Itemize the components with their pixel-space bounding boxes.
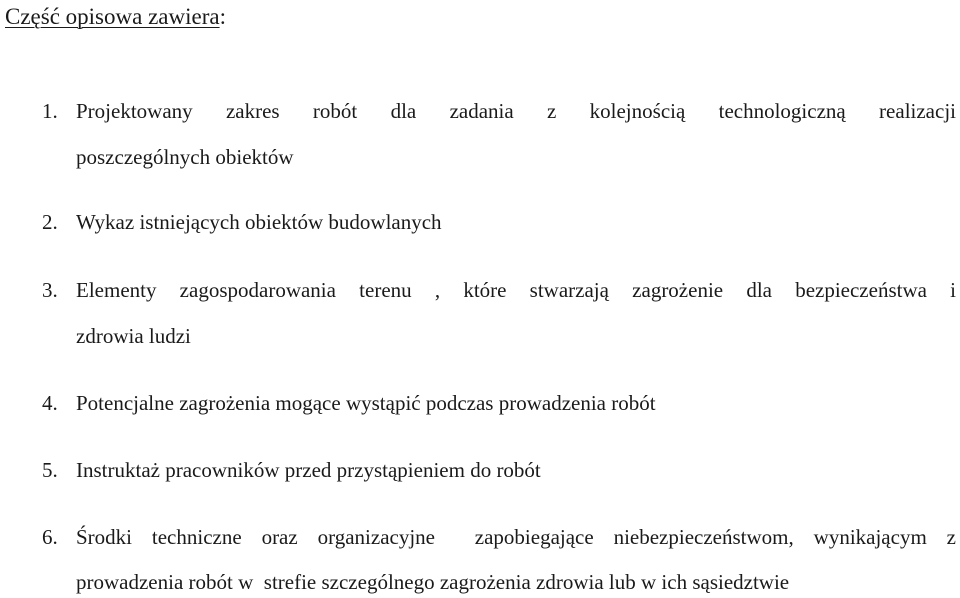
item-6-text-line-1: Środki techniczne oraz organizacyjne zapobiegające niebezpieczeństwom, wynikającym z (76, 525, 956, 549)
item-1-text-line-2: poszczególnych obiektów (76, 145, 294, 169)
item-3-text-line-1: Elementy zagospodarowania terenu , które stwarzają zagrożenie dla bezpieczeństwa i (76, 278, 956, 302)
item-3-number: 3. (42, 278, 58, 302)
item-5-number: 5. (42, 458, 58, 482)
item-4-number: 4. (42, 391, 58, 415)
item-5-text: Instruktaż pracowników przed przystąpieniem do robót (76, 458, 541, 482)
item-3-text-line-2: zdrowia ludzi (76, 324, 191, 348)
item-6-text-line-2: prowadzenia robót w strefie szczególnego zagrożenia zdrowia lub w ich sąsiedztwie (76, 570, 790, 594)
item-6-number: 6. (42, 525, 58, 549)
section-heading (5, 2, 226, 32)
item-1-text-line-1: Projektowany zakres robót dla zadania z kolejnością technologiczną realizacji (76, 99, 956, 123)
heading-text: Część opisowa zawiera (5, 4, 220, 29)
item-2-text: Wykaz istniejących obiektów budowlanych (76, 210, 442, 234)
item-4-text: Potencjalne zagrożenia mogące wystąpić podczas prowadzenia robót (76, 391, 656, 415)
item-1-number: 1. (42, 99, 58, 123)
item-2-number: 2. (42, 210, 58, 234)
heading-colon: : (219, 4, 226, 29)
